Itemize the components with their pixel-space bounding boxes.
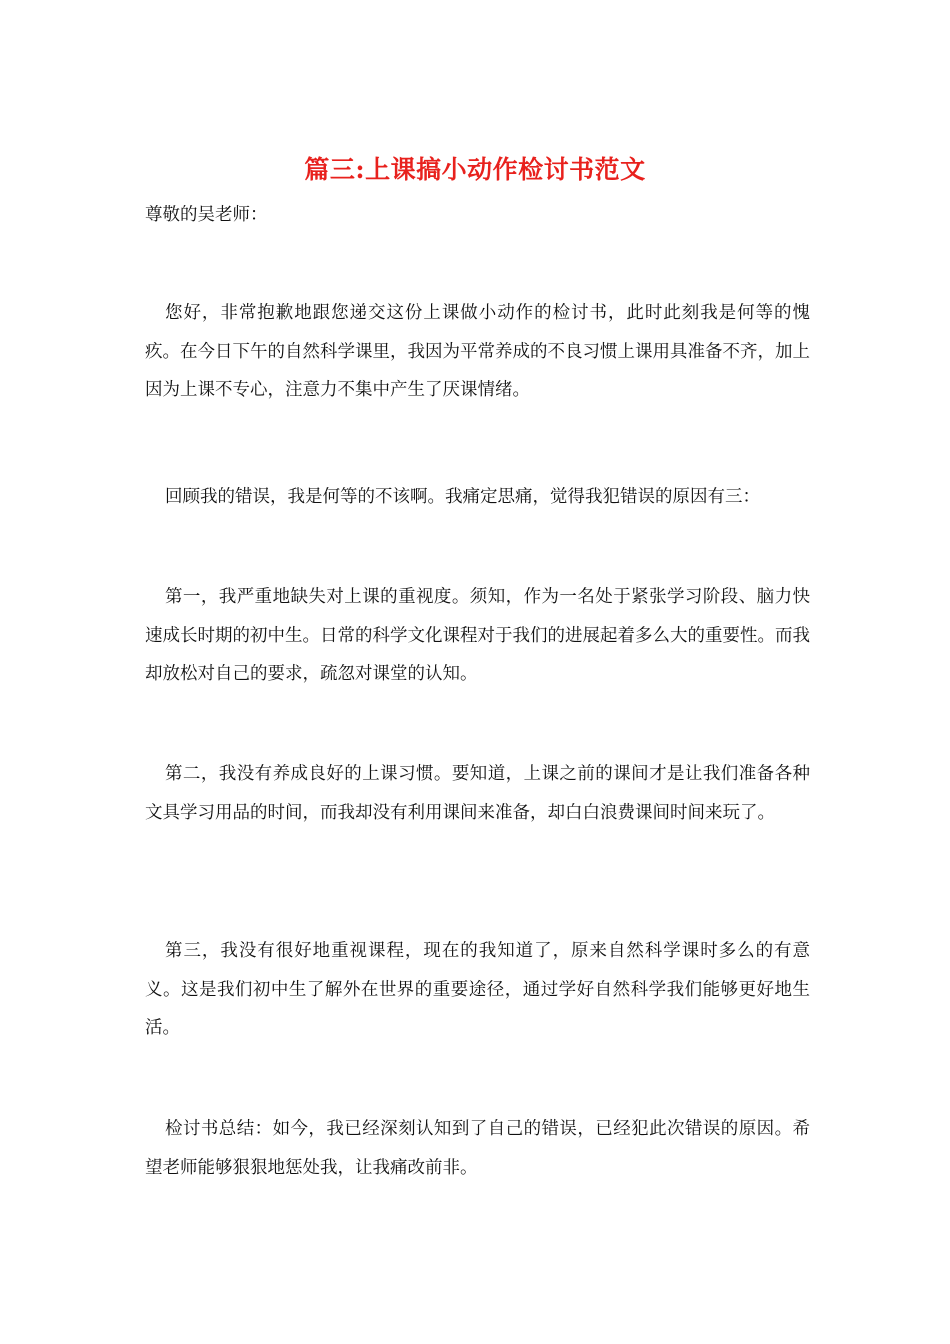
paragraph-reflection: 回顾我的错误，我是何等的不该啊。我痛定思痛，觉得我犯错误的原因有三： bbox=[165, 487, 760, 507]
salutation: 尊敬的吴老师： bbox=[145, 205, 268, 225]
paragraph-reason-three: 第三，我没有很好地重视课程，现在的我知道了，原来自然科学课时多么的有意义。这是我们初中生了解外在世界的重要途径，通过学好自然科学我们能够更好地生活。 bbox=[145, 941, 810, 1038]
paragraph-summary: 检讨书总结：如今，我已经深刻认知到了自己的错误，已经犯此次错误的原因。希望老师能够狠狠地惩处我，让我痛改前非。 bbox=[145, 1119, 810, 1178]
paragraph-reason-one: 第一，我严重地缺失对上课的重视度。须知，作为一名处于紧张学习阶段、脑力快速成长时期的初中生。日常的科学文化课程对于我们的进展起着多么大的重要性。而我却放松对自己的要求，疏忽对课堂的认知。 bbox=[145, 587, 810, 684]
paragraph-apology: 您好，非常抱歉地跟您递交这份上课做小动作的检讨书，此时此刻我是何等的愧疚。在今日下午的自然科学课里，我因为平常养成的不良习惯上课用具准备不齐，加上因为上课不专心，注意力不集中产生了厌课情绪。 bbox=[145, 303, 810, 400]
paragraph-reason-two: 第二，我没有养成良好的上课习惯。要知道，上课之前的课间才是让我们准备各种文具学习用品的时间，而我却没有利用课间来准备，却白白浪费课间时间来玩了。 bbox=[145, 764, 810, 823]
document-title: 篇三:上课搞小动作检讨书范文 bbox=[304, 155, 646, 184]
